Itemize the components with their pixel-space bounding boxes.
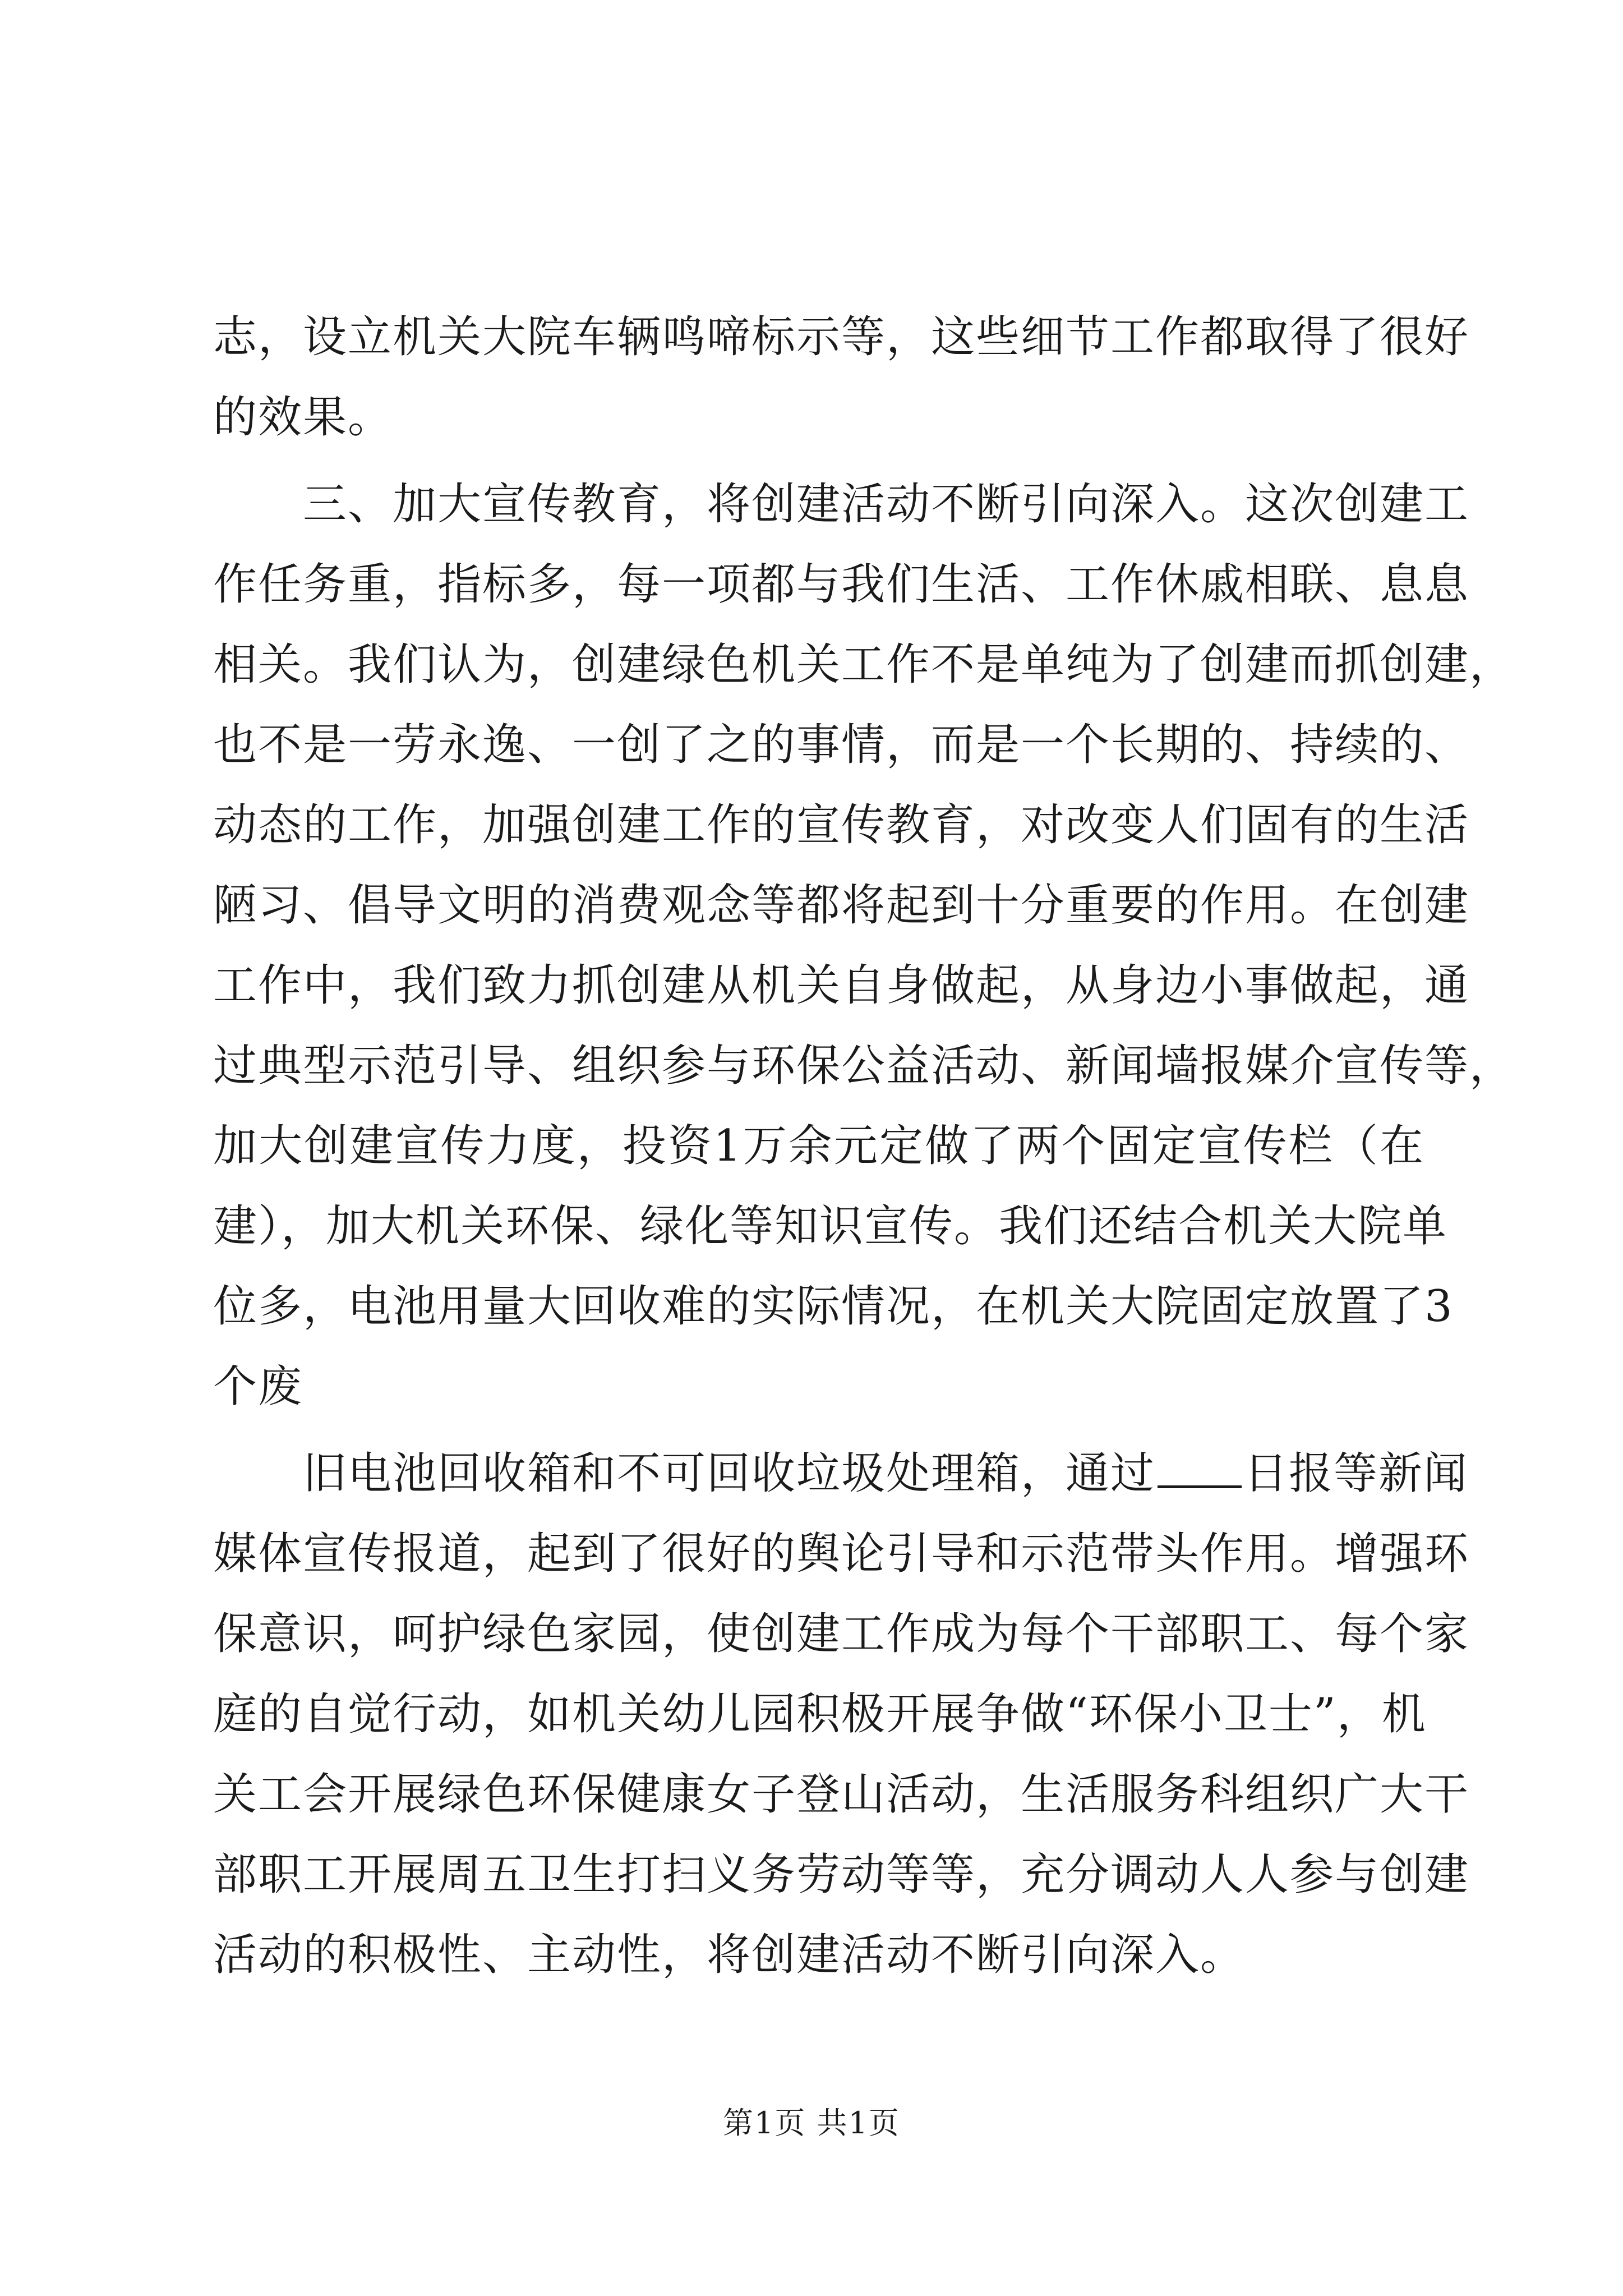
paragraph-line: 工作中，我们致力抓创建从机关自身做起，从身边小事做起，通 <box>213 960 1470 1011</box>
paragraph-line: 动态的工作，加强创建工作的宣传教育，对改变人们固有的生活 <box>213 800 1470 850</box>
paragraph-line: 建），加大机关环保、绿化等知识宣传。我们还结合机关大院单 <box>213 1201 1448 1251</box>
paragraph-line: 个废 <box>213 1361 303 1412</box>
paragraph-line: 关工会开展绿色环保健康女子登山活动，生活服务科组织广大干 <box>213 1769 1470 1820</box>
paragraph-line: 作任务重，指标多，每一项都与我们生活、工作休戚相联、息息 <box>213 559 1470 610</box>
paragraph-line: 相关。我们认为，创建绿色机关工作不是单纯为了创建而抓创建， <box>213 639 1515 690</box>
paragraph-line: 的效果。 <box>213 392 393 443</box>
paragraph-line: 加大创建宣传力度，投资1万余元定做了两个固定宣传栏（在 <box>213 1121 1424 1171</box>
paragraph-line: 过典型示范引导、组织参与环保公益活动、新闻墙报媒介宣传等， <box>213 1041 1515 1091</box>
paragraph-line: 志，设立机关大院车辆鸣啼标示等，这些细节工作都取得了很好 <box>213 312 1470 362</box>
paragraph-line-with-blank <box>213 1434 1469 1514</box>
fill-in-blank <box>1158 1446 1242 1488</box>
paragraph-line: 位多，电池用量大回收难的实际情况，在机关大院固定放置了3 <box>213 1281 1454 1332</box>
paragraph-line: 保意识，呵护绿色家园，使创建工作成为每个干部职工、每个家 <box>213 1609 1470 1659</box>
paragraph-line: 陋习、倡导文明的消费观念等都将起到十分重要的作用。在创建 <box>213 880 1470 931</box>
document-body <box>213 297 1515 1995</box>
paragraph-line: 部职工开展周五卫生打扫义务劳动等等，充分调动人人参与创建 <box>213 1849 1470 1900</box>
paragraph-line: 活动的积极性、主动性，将创建活动不断引向深入。 <box>213 1930 1246 1980</box>
paragraph-line: 庭的自觉行动，如机关幼儿园积极开展争做“环保小卫士”，机 <box>213 1689 1427 1740</box>
paragraph-line: 媒体宣传报道，起到了很好的舆论引导和示范带头作用。增强环 <box>213 1529 1470 1579</box>
page-footer <box>0 2101 1623 2146</box>
text-before-blank: 旧电池回收箱和不可回收垃圾处理箱，通过 <box>303 1448 1156 1499</box>
page-number-label: 第1页 共1页 <box>723 2105 900 2141</box>
text-after-blank: 日报等新闻 <box>1244 1448 1469 1499</box>
paragraph-line: 也不是一劳永逸、一创了之的事情，而是一个长期的、持续的、 <box>213 720 1470 770</box>
paragraph-line: 三、加大宣传教育，将创建活动不断引向深入。这次创建工 <box>303 479 1470 530</box>
